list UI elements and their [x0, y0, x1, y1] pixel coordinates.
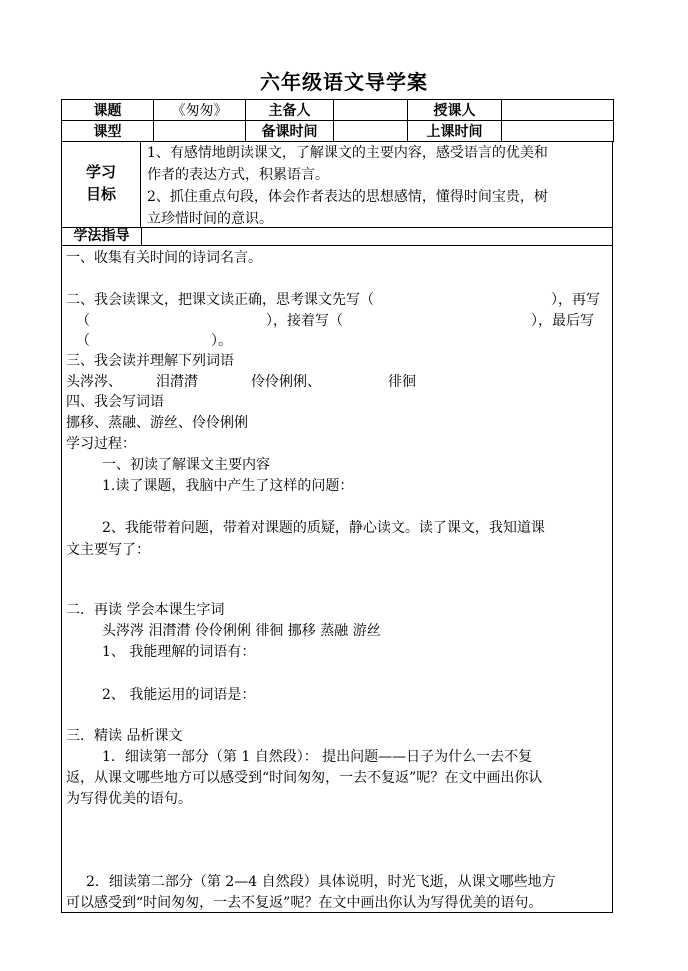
value-main-preparer [334, 100, 408, 121]
section-2-line-3a: （ [76, 333, 90, 349]
goals-label-line-2: 目标 [85, 185, 116, 203]
goals-label-line-1: 学习 [85, 163, 116, 181]
process-part-3-item-1-line-3: 为写得优美的语句。 [66, 791, 192, 807]
vocab-word: 伶伶俐俐、 [251, 374, 321, 390]
section-2-line-2c: ），最后写 [531, 313, 594, 329]
header-row-2 [62, 121, 614, 142]
learning-goals-row [61, 141, 613, 228]
section-4: 四、我会写词语 [66, 394, 164, 410]
document-title: 六年级语文导学案 [260, 70, 428, 94]
header-table [61, 99, 614, 142]
section-2-line-1a: 二、我会读课文，把课文读正确，思考课文先写（ [66, 292, 374, 308]
process-part-2-item-1: 1、 我能理解的词语有： [102, 644, 256, 660]
value-topic: 《匆匆》 [154, 100, 246, 121]
study-method-label: 学法指导 [62, 227, 142, 245]
process-part-1-item-2-line-1: 2、我能带着问题，带着对课题的质疑，静心读文。读了课文，我知道课 [102, 520, 545, 536]
value-lesson-type [154, 121, 246, 142]
process-part-3-item-1-line-2: 返，从课文哪些地方可以感受到“时间匆匆，一去不复返”呢？在文中画出你认 [66, 770, 543, 786]
process-part-2: 二．再读 学会本课生字词 [66, 602, 225, 618]
goal-line: 1、有感情地朗读课文，了解课文的主要内容，感受语言的优美和 [147, 145, 548, 161]
process-part-3-item-2-line-2: 可以感受到“时间匆匆，一去不复返”呢？在文中画出你认为写得优美的语句。 [66, 895, 543, 911]
process-part-1: 一、初读了解课文主要内容 [102, 457, 270, 473]
vocab-word: 头涔涔、 [66, 374, 122, 390]
section-2-line-2a: （ [76, 313, 90, 329]
process-heading: 学习过程： [66, 436, 136, 452]
process-part-3: 三．精读 品析课文 [66, 728, 183, 744]
process-part-2-item-2: 2、 我能运用的词语是： [102, 687, 256, 703]
label-class-time: 上课时间 [408, 121, 502, 142]
value-prep-time [334, 121, 408, 142]
label-teacher: 授课人 [408, 100, 502, 121]
study-method-row [61, 227, 613, 246]
learning-goals-label [62, 141, 141, 227]
study-guide-body [61, 245, 613, 913]
section-1: 一、收集有关时间的诗词名言。 [66, 250, 262, 266]
vocab-word: 泪潸潸 [156, 374, 198, 390]
header-row-1 [62, 100, 614, 121]
process-part-3-item-2-line-1: 2．细读第二部分（第 2—4 自然段）具体说明，时光飞逝，从课文哪些地方 [86, 874, 556, 890]
section-2-line-3b: ）。 [211, 333, 232, 349]
vocab-word: 徘徊 [388, 374, 416, 390]
goal-line: 2、抓住重点句段，体会作者表达的思想感情，懂得时间宝贵，树 [147, 189, 548, 205]
value-class-time [502, 121, 614, 142]
section-3: 三、我会读并理解下列词语 [66, 353, 234, 369]
goal-line: 立珍惜时间的意识。 [147, 211, 273, 227]
label-topic: 课题 [62, 100, 154, 121]
section-2-line-2b: ），接着写（ [266, 313, 343, 329]
value-teacher [502, 100, 614, 121]
process-part-1-item-2-line-2: 文主要写了： [66, 542, 150, 558]
label-lesson-type: 课型 [62, 121, 154, 142]
section-2-line-1b: ），再写 [551, 292, 600, 308]
label-prep-time: 备课时间 [246, 121, 334, 142]
goal-line: 作者的表达方式，积累语言。 [147, 167, 329, 183]
process-part-2-words: 头涔涔 泪潸潸 伶伶俐俐 徘徊 挪移 蒸融 游丝 [102, 623, 381, 639]
process-part-1-item-1: 1.读了课题，我脑中产生了这样的问题： [102, 478, 354, 494]
section-4-words: 挪移、蒸融、游丝、伶伶俐俐 [66, 415, 248, 431]
process-part-3-item-1-line-1: 1．细读第一部分（第 1 自然段）： 提出问题——日子为什么一去不复 [102, 749, 533, 765]
label-main-preparer: 主备人 [246, 100, 334, 121]
learning-goals-text [147, 142, 609, 230]
